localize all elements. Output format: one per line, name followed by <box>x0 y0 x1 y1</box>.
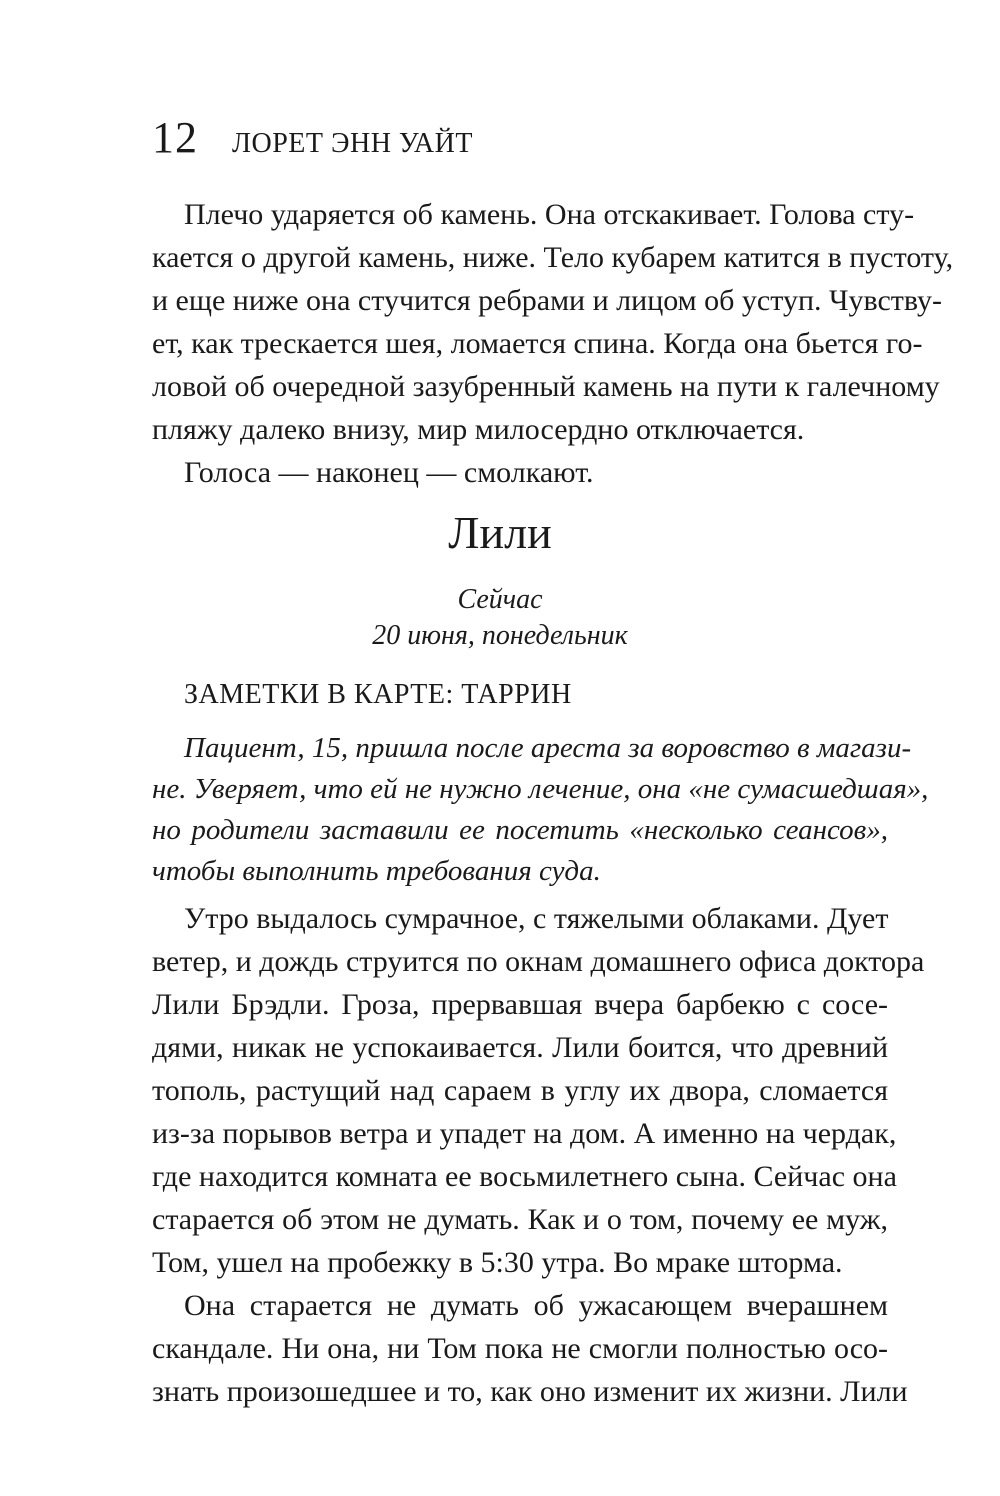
chart-notes-title: ЗАМЕТКИ В КАРТЕ: ТАРРИН <box>184 679 572 710</box>
text-line: старается об этом не думать. Как и о том, почему ее муж, <box>152 1203 888 1236</box>
text-line: тополь, растущий над сараем в углу их двора, сломается <box>152 1074 888 1107</box>
text-line: Лили Брэдли. Гроза, прервавшая вчера барбекю с сосе- <box>152 988 888 1021</box>
text-line: Том, ушел на пробежку в 5:30 утра. Во мраке шторма. <box>152 1246 843 1279</box>
notes-line: не. Уверяет, что ей не нужно лечение, она «не сумасшедшая», <box>152 773 929 805</box>
page-number: 12 <box>152 113 198 162</box>
text-line: скандале. Ни она, ни Том пока не смогли полностью осо- <box>152 1332 888 1365</box>
text-line: ет, как трескается шея, ломается спина. Когда она бьется го- <box>152 327 923 360</box>
notes-line: чтобы выполнить требования суда. <box>152 855 601 887</box>
chapter-time-label: Сейчас <box>457 584 543 615</box>
text-line: знать произошедшее и то, как оно изменит их жизни. Лили <box>152 1375 908 1408</box>
text-line: Утро выдалось сумрачное, с тяжелыми облаками. Дует <box>184 902 889 935</box>
text-line: и еще ниже она стучится ребрами и лицом об уступ. Чувству- <box>152 284 943 317</box>
text-line: где находится комната ее восьмилетнего сына. Сейчас она <box>152 1160 897 1193</box>
chart-notes-text <box>152 728 929 892</box>
notes-line: Пациент, 15, пришла после ареста за воровство в магази- <box>184 732 912 764</box>
notes-line: но родители заставили ее посетить «несколько сеансов», <box>152 814 888 846</box>
text-line: из-за порывов ветра и упадет на дом. А именно на чердак, <box>152 1117 897 1150</box>
running-head: ЛОРЕТ ЭНН УАЙТ <box>232 128 473 159</box>
text-line: ловой об очередной зазубренный камень на пути к галечному <box>152 370 940 403</box>
text-line: дями, никак не успокаивается. Лили боится, что древний <box>152 1031 888 1064</box>
text-line: Она старается не думать об ужасающем вчерашнем <box>184 1289 888 1322</box>
chapter-date-label: 20 июня, понедельник <box>372 620 628 651</box>
chapter-title: Лили <box>448 507 552 558</box>
text-line: Плечо ударяется об камень. Она отскакивает. Голова сту- <box>184 198 915 231</box>
main-paragraphs <box>152 897 925 1413</box>
text-line: кается о другой камень, ниже. Тело кубарем катится в пустоту, <box>152 241 954 274</box>
text-line: пляжу далеко внизу, мир милосердно отключается. <box>152 413 805 446</box>
text-line: Голоса — наконец — смолкают. <box>184 456 594 489</box>
text-line: ветер, и дождь струится по окнам домашнего офиса доктора <box>152 945 925 978</box>
opening-paragraph <box>152 193 954 494</box>
page-header <box>152 112 473 172</box>
